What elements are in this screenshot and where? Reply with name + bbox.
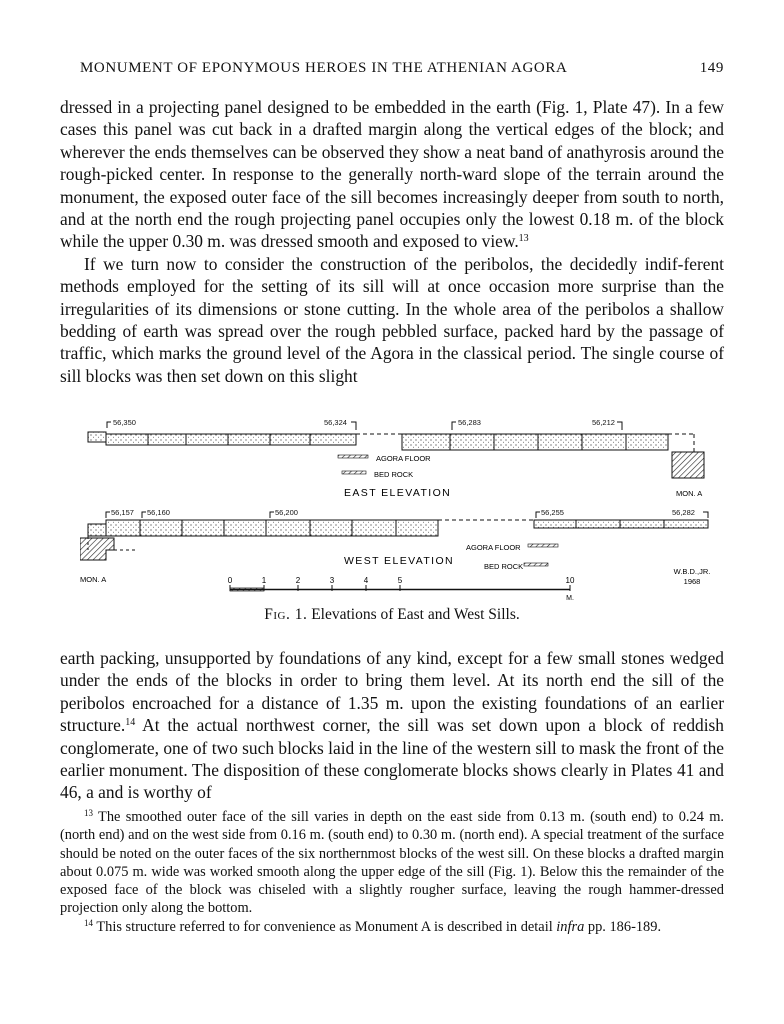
east-block: [270, 434, 310, 445]
scale-label: 10: [565, 576, 575, 585]
west-elevation-tick: [270, 512, 274, 518]
scale-label: 3: [329, 576, 335, 585]
scale-label: 0: [227, 576, 233, 585]
west-elevation-title: WEST ELEVATION: [344, 555, 455, 567]
caption-text: Elevations of East and West Sills.: [311, 606, 520, 623]
footnote-number: 14: [84, 917, 93, 928]
west-mon-a-label: MON. A: [80, 575, 107, 584]
east-elevation-label: 56,283: [458, 418, 481, 427]
west-elevation-tick: [703, 512, 708, 518]
east-block: [582, 434, 626, 450]
footnotes: [60, 808, 724, 936]
west-agora-floor-label: AGORA FLOOR: [466, 543, 521, 552]
east-block: [186, 434, 228, 445]
east-elevation-tick: [107, 422, 111, 428]
east-elevation-label: 56,212: [592, 418, 615, 427]
west-block: [182, 520, 224, 536]
scale-label: 5: [397, 576, 403, 585]
paragraph-1: dressed in a projecting panel designed to be embedded in the earth (Fig. 1, Plate 47). In a few cases this panel was cut back in a drafted margin along the vertical edges of the block; and wherever the ends themselves can be observed they show a neat band of anathyrosis around the rough-picked center. In response to the generally north-ward slope of the terrain around the monument, the exposed outer face of the sill becomes increasingly deeper from south to north, and at the north end the rough projecting panel occupies only the lowest 0.18 m. of the block while the upper 0.30 m. was dressed smooth and exposed to view.$^{13}$: [60, 97, 725, 252]
footnote-ref-13[interactable]: 13: [518, 233, 529, 245]
west-block: [576, 520, 620, 528]
east-block: [228, 434, 270, 445]
body-text-bottom: [60, 647, 724, 804]
west-sill-blocks: [88, 520, 708, 536]
east-elevation-tick: [351, 422, 356, 430]
east-elevation-markers: [107, 422, 622, 430]
west-block: [534, 520, 576, 528]
elevation-drawing: [80, 414, 720, 604]
west-block: [352, 520, 396, 536]
east-elevation-label: 56,324: [324, 418, 347, 427]
east-legend: [338, 454, 431, 479]
west-elevation-markers: [106, 512, 708, 518]
west-elevation-label: 56,255: [541, 508, 564, 517]
west-block: [310, 520, 352, 536]
signature-initials: W.B.D.,JR.: [673, 567, 711, 576]
footnote-number: 13: [84, 808, 93, 818]
west-elevation-tick: [106, 512, 110, 518]
east-sill-blocks: [88, 432, 668, 450]
west-block: [620, 520, 664, 528]
italic-infra: infra: [556, 918, 585, 935]
west-block: [266, 520, 310, 536]
east-mon-a-label: MON. A: [676, 489, 703, 498]
east-block: [494, 434, 538, 450]
west-block: [88, 524, 106, 536]
east-block: [148, 434, 186, 445]
east-block: [450, 434, 494, 450]
west-elevation-tick: [536, 512, 540, 518]
scale-label: 1: [261, 576, 267, 585]
page-number: 149: [699, 60, 724, 76]
west-bed-rock-swatch: [524, 563, 548, 566]
east-elevation-label: 56,350: [113, 418, 136, 427]
west-elevation-label: 56,282: [672, 508, 695, 517]
west-legend: [466, 543, 558, 571]
west-block: [396, 520, 438, 536]
scale-bar: [228, 576, 575, 602]
west-block: [106, 520, 140, 536]
running-header: [60, 60, 724, 84]
figure-1: [80, 414, 720, 604]
footnote-13: $^{13}$ The smoothed outer face of the sill varies in depth on the east side from 0.13 m. (south end) to 0.24 m. (north end) and on the west side from 0.16 m. (south end) to 0.30 m. (north end). A special treatment of the surface should be noted on the outer faces of the six northernmost blocks of the west sill. On these blocks a drafted margin about 0.075 m. wide was worked smooth along the upper edge of the sill (Fig. 1). Below this the remainder of the exposed face of the block was chiseled with a slightly rougher surface, leaving the rough hammer-dressed projection only along the bottom.: [60, 808, 724, 917]
east-monument-a: [672, 452, 704, 478]
footnote-ref-14[interactable]: 14: [125, 717, 136, 729]
west-elevation-tick: [142, 512, 146, 518]
west-agora-floor-swatch: [528, 544, 558, 547]
west-bed-rock-label: BED ROCK: [484, 562, 524, 571]
scale-unit-label: M.: [566, 595, 574, 602]
bed-rock-label: BED ROCK: [374, 470, 414, 479]
draftsman-signature: [674, 567, 711, 586]
west-block: [664, 520, 708, 528]
west-monument-a: [80, 538, 114, 560]
east-elevation-title: EAST ELEVATION: [344, 487, 452, 499]
west-block: [140, 520, 182, 536]
agora-floor-label: AGORA FLOOR: [376, 454, 431, 463]
figure-number: Fig. 1.: [264, 606, 308, 623]
east-elevation-tick: [617, 422, 622, 430]
signature-year: 1968: [683, 577, 701, 586]
paragraph-2: If we turn now to consider the construction of the peribolos, the decidedly indif-ferent methods employed for the setting of its sill will at once occasion more surprise than the irregularities of its dimensions or stone cutting. In the whole area of the peribolos a shallow bedding of earth was spread over the rough pebbled surface, packed hard by the passage of traffic, which marks the ground level of the Agora in the classical period. The single course of sill blocks was then set down on this slight: [60, 253, 724, 386]
scale-label: 4: [363, 576, 369, 585]
west-elevation-labels: [111, 508, 695, 517]
paragraph-3: earth packing, unsupported by foundations of any kind, except for a few small stones wedged under the ends of the blocks in order to bring them level. At its north end the sill of the peribolos encroached for a distance of 1.35 m. upon the existing foundations of an earlier structure.$^{14}$ At the actual northwest corner, the sill was set down upon a block of reddish conglomerate, one of two such blocks laid in the line of the western sill to mask the front of the earlier monument. The disposition of these conglomerate blocks shows clearly in Plates 41 and 46, a and is worthy of: [60, 648, 724, 803]
scale-label: 2: [295, 576, 301, 585]
west-elevation-label: 56,157: [111, 508, 134, 517]
east-block: [106, 434, 148, 445]
east-block: [538, 434, 582, 450]
east-block: [626, 434, 668, 450]
running-title: MONUMENT OF EPONYMOUS HEROES IN THE ATHENIAN AGORA: [80, 60, 568, 76]
west-elevation-label: 56,200: [275, 508, 298, 517]
east-block: [88, 432, 106, 442]
west-block: [224, 520, 266, 536]
east-elevation-labels: [113, 418, 615, 427]
east-elevation-tick: [452, 422, 456, 430]
figure-caption: [60, 606, 724, 624]
body-text-top: [60, 96, 724, 387]
east-block: [310, 434, 356, 445]
footnote-14: $^{14}$ This structure referred to for convenience as Monument A is described in detail infra pp. 186-189.: [84, 917, 662, 935]
agora-floor-swatch: [338, 455, 368, 458]
west-elevation-label: 56,160: [147, 508, 170, 517]
east-block: [402, 434, 450, 450]
bed-rock-swatch: [342, 471, 366, 474]
